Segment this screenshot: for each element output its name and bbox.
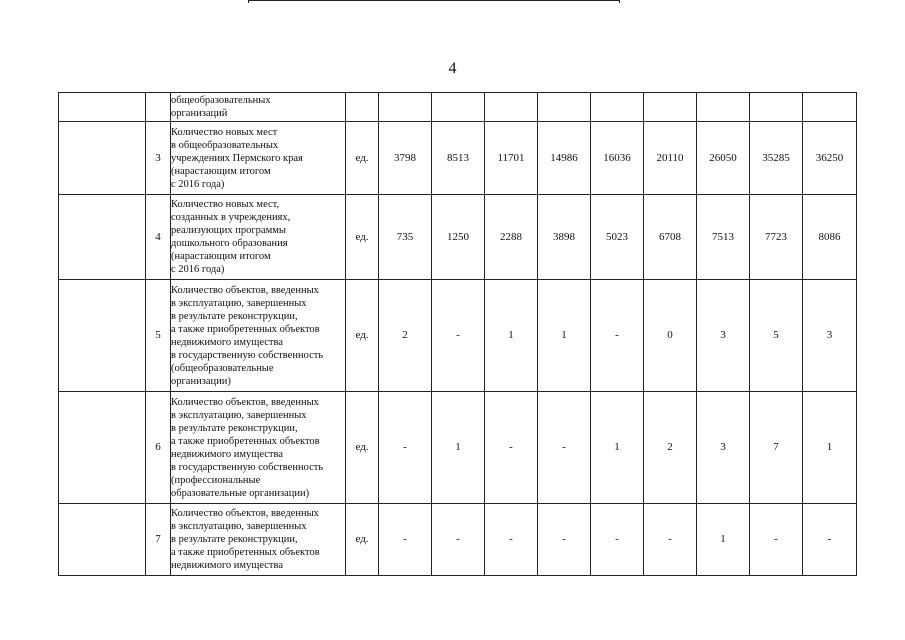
indicator-name-line: недвижимого имущества <box>171 336 283 348</box>
value-cell: 16036 <box>591 122 644 195</box>
value-cell: 8513 <box>432 122 485 195</box>
row-number: 6 <box>146 392 171 504</box>
value-cell: 14986 <box>538 122 591 195</box>
indicator-name-line: в результате реконструкции, <box>171 310 298 322</box>
value-cell: 1 <box>485 280 538 392</box>
unit-cell: ед. <box>346 195 379 280</box>
value-cell: 7513 <box>697 195 750 280</box>
value-cell: 35285 <box>750 122 803 195</box>
blank-cell <box>59 392 146 504</box>
value-cell: 2288 <box>485 195 538 280</box>
unit-cell: ед. <box>346 122 379 195</box>
indicator-name-line: с 2016 года) <box>171 178 225 190</box>
indicator-name-line: образовательные организации) <box>171 487 310 499</box>
indicator-name-line: недвижимого имущества <box>171 560 283 571</box>
value-cell: 5023 <box>591 195 644 280</box>
unit-cell <box>346 93 379 122</box>
table-row <box>59 504 857 576</box>
value-cell: - <box>379 392 432 504</box>
indicator-name <box>171 280 346 392</box>
indicator-table <box>58 92 857 576</box>
value-cell: 2 <box>644 392 697 504</box>
indicator-name-line: в общеобразовательных <box>171 139 279 151</box>
blank-cell <box>59 122 146 195</box>
value-cell: - <box>644 504 697 576</box>
value-cell <box>379 93 432 122</box>
indicator-name-line: с 2016 года) <box>171 264 225 275</box>
indicator-name-line: а также приобретенных объектов <box>171 547 320 558</box>
value-cell: - <box>591 504 644 576</box>
top-rule-tick-left <box>248 0 249 3</box>
value-cell <box>485 93 538 122</box>
value-cell <box>591 93 644 122</box>
value-cell: 26050 <box>697 122 750 195</box>
value-cell: 1 <box>432 392 485 504</box>
indicator-name-line: в эксплуатацию, завершенных <box>171 521 307 532</box>
value-cell: 7723 <box>750 195 803 280</box>
indicator-name-line: недвижимого имущества <box>171 448 283 460</box>
row-number: 5 <box>146 280 171 392</box>
value-cell: 1 <box>538 280 591 392</box>
blank-cell <box>59 280 146 392</box>
value-cell: 36250 <box>803 122 857 195</box>
indicator-name-line: Количество объектов, введенных <box>171 284 319 296</box>
value-cell: - <box>538 392 591 504</box>
indicator-name-line: общеобразовательных <box>171 95 271 106</box>
indicator-name-line: в эксплуатацию, завершенных <box>171 409 307 421</box>
value-cell <box>538 93 591 122</box>
value-cell: - <box>432 280 485 392</box>
value-cell: 11701 <box>485 122 538 195</box>
value-cell: 7 <box>750 392 803 504</box>
row-number: 3 <box>146 122 171 195</box>
indicator-name-line: а также приобретенных объектов <box>171 435 320 447</box>
value-cell: 1 <box>803 392 857 504</box>
indicator-name-line: в результате реконструкции, <box>171 534 298 545</box>
table-row <box>59 392 857 504</box>
indicator-name <box>171 195 346 280</box>
value-cell <box>697 93 750 122</box>
indicator-name-line: (общеобразовательные <box>171 362 274 374</box>
value-cell: 3 <box>803 280 857 392</box>
indicator-name-line: организаций <box>171 108 228 119</box>
unit-cell: ед. <box>346 504 379 576</box>
value-cell: 2 <box>379 280 432 392</box>
table-body <box>59 93 857 576</box>
indicator-name-line: (профессиональные <box>171 474 261 486</box>
value-cell: 3898 <box>538 195 591 280</box>
value-cell <box>803 93 857 122</box>
indicator-name-line: в государственную собственность <box>171 349 324 361</box>
row-number: 4 <box>146 195 171 280</box>
indicator-name-line: дошкольного образования <box>171 238 288 249</box>
indicator-name-line: Количество новых мест, <box>171 199 280 210</box>
blank-cell <box>59 504 146 576</box>
blank-cell <box>59 195 146 280</box>
value-cell: 3 <box>697 392 750 504</box>
value-cell: - <box>485 392 538 504</box>
indicator-name-line: организации) <box>171 375 231 387</box>
value-cell <box>644 93 697 122</box>
value-cell: - <box>379 504 432 576</box>
value-cell: 8086 <box>803 195 857 280</box>
table-row <box>59 280 857 392</box>
indicator-name-line: в эксплуатацию, завершенных <box>171 297 307 309</box>
value-cell: - <box>485 504 538 576</box>
top-rule <box>248 0 620 1</box>
indicator-name <box>171 93 346 122</box>
indicator-name-line: (нарастающим итогом <box>171 165 271 177</box>
indicator-name-line: а также приобретенных объектов <box>171 323 320 335</box>
row-number: 7 <box>146 504 171 576</box>
table-row <box>59 122 857 195</box>
indicator-name-line: учреждениях Пермского края <box>171 152 303 164</box>
indicator-name-line: Количество объектов, введенных <box>171 396 319 408</box>
value-cell: 20110 <box>644 122 697 195</box>
value-cell: - <box>803 504 857 576</box>
value-cell: - <box>432 504 485 576</box>
value-cell: 3798 <box>379 122 432 195</box>
indicator-name <box>171 392 346 504</box>
value-cell: 3 <box>697 280 750 392</box>
table-row <box>59 93 857 122</box>
value-cell: - <box>538 504 591 576</box>
value-cell: 1 <box>697 504 750 576</box>
value-cell: 0 <box>644 280 697 392</box>
indicator-name-line: в государственную собственность <box>171 461 324 473</box>
value-cell: 5 <box>750 280 803 392</box>
indicator-name-line: Количество объектов, введенных <box>171 508 319 519</box>
blank-cell <box>59 93 146 122</box>
top-rule-tick-right <box>619 0 620 3</box>
page-number: 4 <box>448 60 457 77</box>
unit-cell: ед. <box>346 280 379 392</box>
table-row <box>59 195 857 280</box>
indicator-name <box>171 122 346 195</box>
value-cell: 6708 <box>644 195 697 280</box>
value-cell: - <box>591 280 644 392</box>
unit-cell: ед. <box>346 392 379 504</box>
value-cell: 1 <box>591 392 644 504</box>
indicator-name-line: реализующих программы <box>171 225 286 236</box>
value-cell: 735 <box>379 195 432 280</box>
indicator-name-line: в результате реконструкции, <box>171 422 298 434</box>
value-cell <box>750 93 803 122</box>
value-cell: 1250 <box>432 195 485 280</box>
indicator-name <box>171 504 346 576</box>
value-cell: - <box>750 504 803 576</box>
row-number <box>146 93 171 122</box>
value-cell <box>432 93 485 122</box>
indicator-name-line: созданных в учреждениях, <box>171 212 291 223</box>
indicator-name-line: Количество новых мест <box>171 126 278 138</box>
indicator-name-line: (нарастающим итогом <box>171 251 271 262</box>
